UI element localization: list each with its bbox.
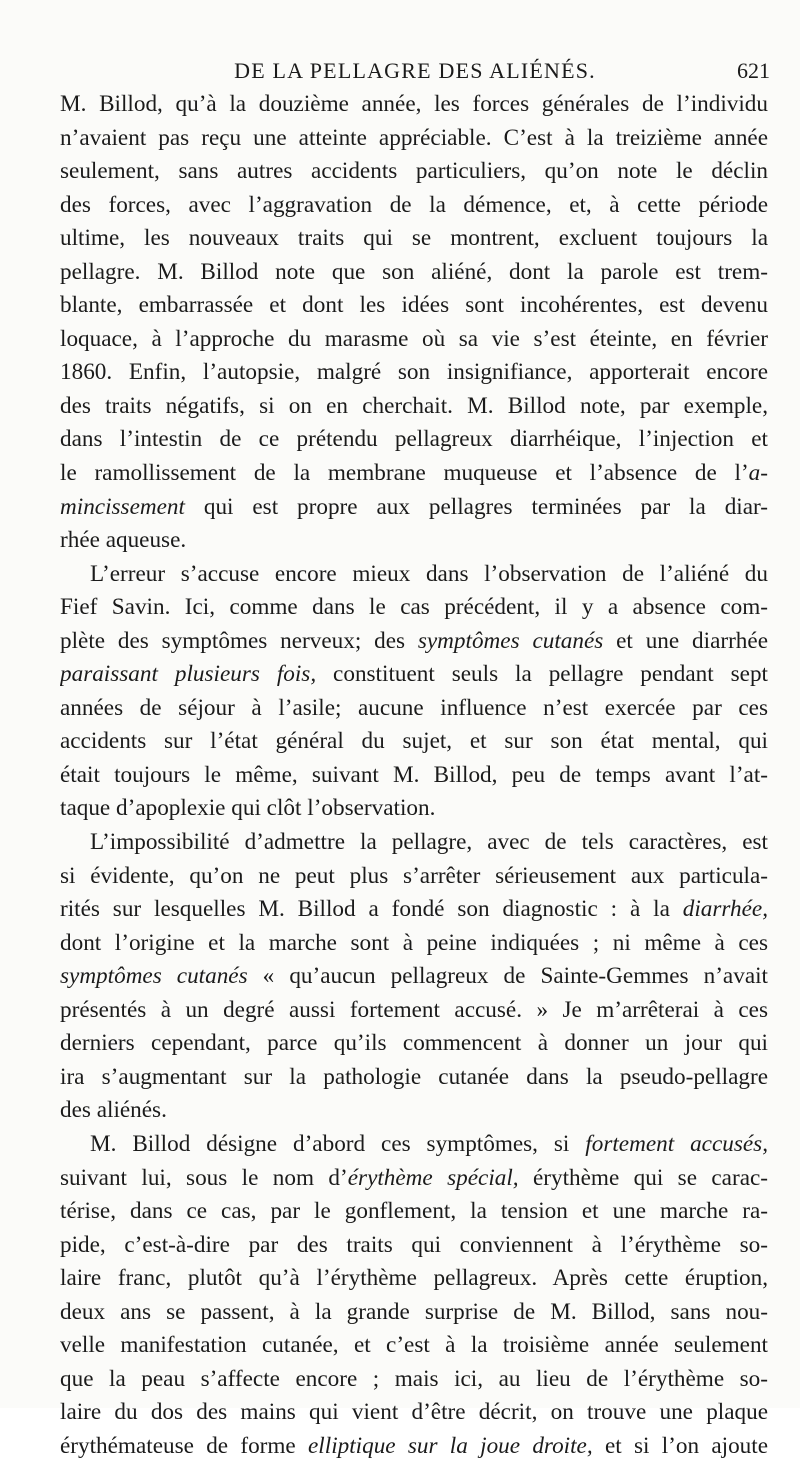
text-line: [60, 491, 768, 525]
text-run: et une diarrhée: [603, 627, 768, 654]
text-run: accidents sur l’état général du sujet, et sur son état mental, qui: [60, 728, 768, 755]
italic-text: a-: [748, 460, 768, 487]
text-run: des traits négatifs, si on en cherchait. M. Billod note, par exemple,: [60, 392, 768, 419]
text-run: M. Billod, qu’à la douzième année, les forces générales de l’individu: [60, 91, 768, 117]
text-line: [60, 88, 768, 122]
text-line: [60, 1094, 768, 1128]
running-head: [60, 58, 770, 90]
italic-text: symptômes cutanés: [60, 963, 248, 990]
text-line: [60, 524, 768, 558]
text-line: [60, 625, 768, 659]
text-run: érythème qui se carac-: [518, 1164, 768, 1191]
text-line: [60, 792, 768, 826]
text-line: [60, 1027, 768, 1061]
text-run: M. Billod désigne d’abord ces symptômes, si: [90, 1130, 586, 1157]
text-line: [60, 155, 768, 189]
text-run: présentés à un degré aussi fortement accusé. » Je m’arrêterai à ces: [60, 996, 768, 1023]
text-line: [60, 189, 768, 223]
text-run: 1860. Enfin, l’autopsie, malgré son insignifiance, apporterait encore: [60, 359, 768, 386]
text-run: taque d’apoplexie qui clôt l’observation.: [60, 795, 436, 822]
text-run: et si l’on ajoute: [592, 1432, 768, 1459]
text-line: [60, 1396, 768, 1430]
text-run: n’avaient pas reçu une atteinte appréciable. C’est à la treizième année: [60, 124, 768, 151]
italic-text: symptômes cutanés: [417, 627, 604, 654]
text-line: [60, 658, 768, 692]
text-run: dont l’origine et la marche sont à peine indiquées ; ni même à ces: [60, 929, 768, 956]
text-line: [60, 323, 768, 357]
text-run: était toujours le même, suivant M. Billod, peu de temps avant l’at-: [60, 761, 768, 788]
text-run: pellagre. M. Billod note que son aliéné, dont la parole est trem-: [60, 258, 768, 285]
text-run: ira s’augmentant sur la pathologie cutanée dans la pseudo-pellagre: [60, 1063, 768, 1090]
italic-text: fortement accusés,: [585, 1130, 768, 1157]
text-run: rhée aqueuse.: [60, 527, 187, 554]
text-run: deux ans se passent, à la grande surprise de M. Billod, sans nou-: [60, 1298, 768, 1325]
text-line: [60, 1296, 768, 1330]
text-line: [60, 1162, 768, 1196]
text-run: si évidente, qu’on ne peut plus s’arrêter sérieusement aux particula-: [60, 862, 768, 889]
text-line: [60, 289, 768, 323]
text-run: suivant lui, sous le nom d’: [60, 1164, 348, 1191]
text-run: constituent seuls la pellagre pendant sept: [316, 661, 768, 688]
running-title: DE LA PELLAGRE DES ALIÉNÉS.: [234, 58, 596, 83]
text-line: [60, 692, 768, 726]
text-line: [60, 1329, 768, 1363]
text-line: [60, 960, 768, 994]
italic-text: elliptique sur la joue droite,: [308, 1432, 593, 1459]
text-run: « qu’aucun pellagreux de Sainte-Gemmes n’avait: [247, 963, 768, 990]
text-line: [60, 1061, 768, 1095]
text-run: L’impossibilité d’admettre la pellagre, avec de tels caractères, est: [90, 829, 768, 856]
text-run: que la peau s’affecte encore ; mais ici, au lieu de l’érythème so-: [60, 1365, 768, 1392]
text-run: érythémateuse de forme: [60, 1432, 309, 1459]
text-line: [60, 558, 768, 592]
text-run: L’erreur s’accuse encore mieux dans l’observation de l’aliéné du: [90, 560, 768, 587]
text-run: loquace, à l’approche du marasme où sa vie s’est éteinte, en février: [60, 325, 768, 352]
text-run: des aliénés.: [60, 1097, 167, 1124]
text-run: Fief Savin. Ici, comme dans le cas précédent, il y a absence com-: [60, 594, 768, 621]
page-number: 621: [737, 58, 770, 83]
text-line: [60, 860, 768, 894]
text-line: [60, 222, 768, 256]
body-text: [60, 88, 768, 1463]
text-line: [60, 1128, 768, 1162]
text-run: rités sur lesquelles M. Billod a fondé son diagnostic : à la: [60, 896, 683, 923]
text-run: velle manifestation cutanée, et c’est à la troisième année seulement: [60, 1332, 768, 1359]
text-run: laire franc, plutôt qu’à l’érythème pellagreux. Après cette éruption,: [60, 1265, 768, 1292]
italic-text: paraissant plusieurs fois,: [60, 661, 317, 688]
text-run: seulement, sans autres accidents particuliers, qu’on note le déclin: [60, 158, 768, 185]
text-line: [60, 457, 768, 491]
text-line: [60, 725, 768, 759]
text-line: [60, 122, 768, 156]
text-run: années de séjour à l’asile; aucune influence n’est exercée par ces: [60, 694, 768, 721]
text-run: ultime, les nouveaux traits qui se montrent, excluent toujours la: [60, 225, 768, 252]
text-run: blante, embarrassée et dont les idées sont incohérentes, est devenu: [60, 292, 768, 319]
text-line: [60, 1262, 768, 1296]
text-run: plète des symptômes nerveux; des: [60, 627, 418, 654]
text-run: pide, c’est-à-dire par des traits qui conviennent à l’érythème so-: [60, 1231, 768, 1258]
text-line: [60, 591, 768, 625]
text-run: qui est propre aux pellagres terminées par la diar-: [184, 493, 768, 520]
text-line: [60, 356, 768, 390]
text-line: [60, 1363, 768, 1397]
text-line: [60, 759, 768, 793]
text-run: laire du dos des mains qui vient d’être décrit, on trouve une plaque: [60, 1399, 768, 1426]
italic-text: mincissement: [60, 493, 185, 520]
text-line: [60, 893, 768, 927]
text-line: [60, 1430, 768, 1463]
text-run: térise, dans ce cas, par le gonflement, la tension et une marche ra-: [60, 1198, 768, 1225]
text-line: [60, 826, 768, 860]
text-line: [60, 1195, 768, 1229]
text-run: derniers cependant, parce qu’ils commencent à donner un jour qui: [60, 1030, 768, 1057]
italic-text: érythème spécial,: [347, 1164, 519, 1191]
text-line: [60, 390, 768, 424]
text-line: [60, 1229, 768, 1263]
text-line: [60, 994, 768, 1028]
text-line: [60, 927, 768, 961]
italic-text: diarrhée,: [682, 896, 768, 923]
text-run: des forces, avec l’aggravation de la démence, et, à cette période: [60, 191, 768, 218]
text-line: [60, 256, 768, 290]
text-run: dans l’intestin de ce prétendu pellagreux diarrhéique, l’injection et: [60, 426, 768, 453]
text-run: le ramollissement de la membrane muqueuse et l’absence de l’: [60, 460, 749, 487]
text-line: [60, 423, 768, 457]
